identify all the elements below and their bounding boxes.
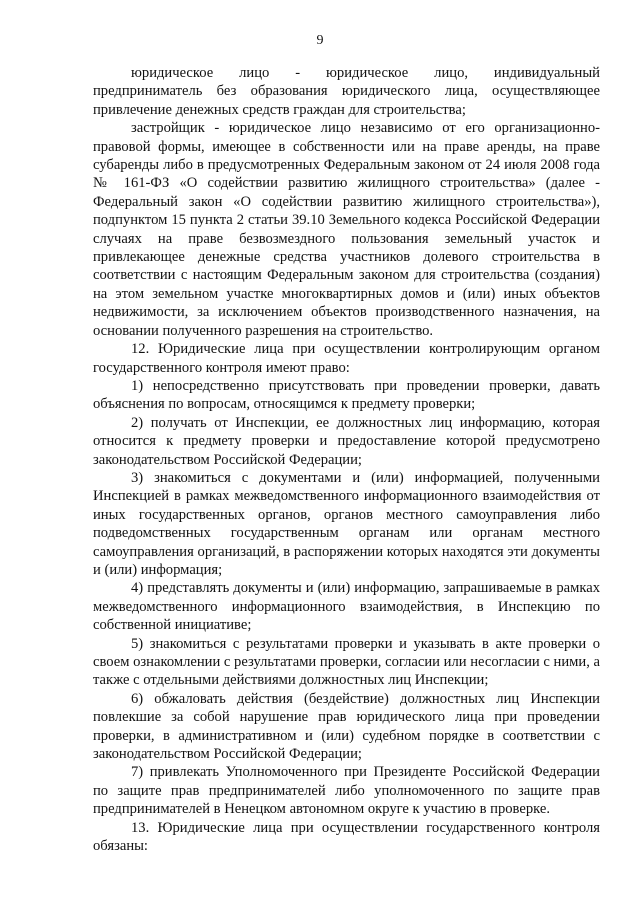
paragraph-section-12-heading: 12. Юридические лица при осуществлении контролирующим органом государственного контроля имеют право: [93,341,600,376]
list-item-right-7: 7) привлекать Уполномоченного при Президенте Российской Федерации по защите прав предпринимателей либо уполномоченного по защите прав предпринимателей в Ненецком автономном округе к участию в проверке. [93,764,600,818]
document-body [93,64,600,855]
paragraph-definition-legal-entity: юридическое лицо - юридическое лицо, индивидуальный предприниматель без образования юридического лица, осуществляющее привлечение денежных средств граждан для строительства; [93,65,600,118]
list-item-right-2: 2) получать от Инспекции, ее должностных лиц информацию, которая относится к предмету проверки и предоставление которой предусмотрено законодательством Российской Федерации; [93,414,600,468]
page-number: 9 [316,33,324,48]
paragraph-section-13-heading: 13. Юридические лица при осуществлении государственного контроля обязаны: [93,819,600,855]
list-item-right-1: 1) непосредственно присутствовать при проведении проверки, давать объяснения по вопросам, относящимся к предмету проверки; [93,377,600,413]
list-item-right-6: 6) обжаловать действия (бездействие) должностных лиц Инспекции повлекшие за собой нарушение прав юридического лица при проведении проверки, в административном и (или) судебном порядке в соответствии с законодательством Российской Федерации; [93,690,600,763]
list-item-right-4: 4) представлять документы и (или) информацию, запрашиваемые в рамках межведомственного информационного взаимодействия, в Инспекцию по собственной инициативе; [93,580,600,634]
list-item-right-5: 5) знакомиться с результатами проверки и указывать в акте проверки о своем ознакомлении с результатами проверки, согласии или несогласии с ними, а также с отдельными действиями должностных лиц Инспекции; [93,635,600,689]
paragraph-definition-developer: застройщик - юридическое лицо независимо от его организационно-правовой формы, имеющее в собственности или на праве аренды, на праве субаренды либо в предусмотренных Федеральным законом от 24 июля 2008 года № 161-ФЗ «О содействии развитию жилищного строительства» (далее - Федеральный закон «О содействии развитию жилищного строительства»), подпунктом 15 пункта 2 статьи 39.10 Земельного кодекса Российской Федерации случаях на праве безвозмездного пользования земельный участок и привлекающее денежные средства участников долевого строительства в соответствии с настоящим Федеральным законом для строительства (создания) на этом земельном участке многоквартирных домов и (или) иных объектов недвижимости, за исключением объектов производственного назначения, на основании полученного разрешения на строительство. [93,120,600,339]
list-item-right-3: 3) знакомиться с документами и (или) информацией, полученными Инспекцией в рамках межведомственного информационного взаимодействия от иных государственных органов, органов местного самоуправления либо подведомственных государственным органам или органам местного самоуправления организаций, в распоряжении которых находятся эти документы и (или) информация; [93,469,600,578]
